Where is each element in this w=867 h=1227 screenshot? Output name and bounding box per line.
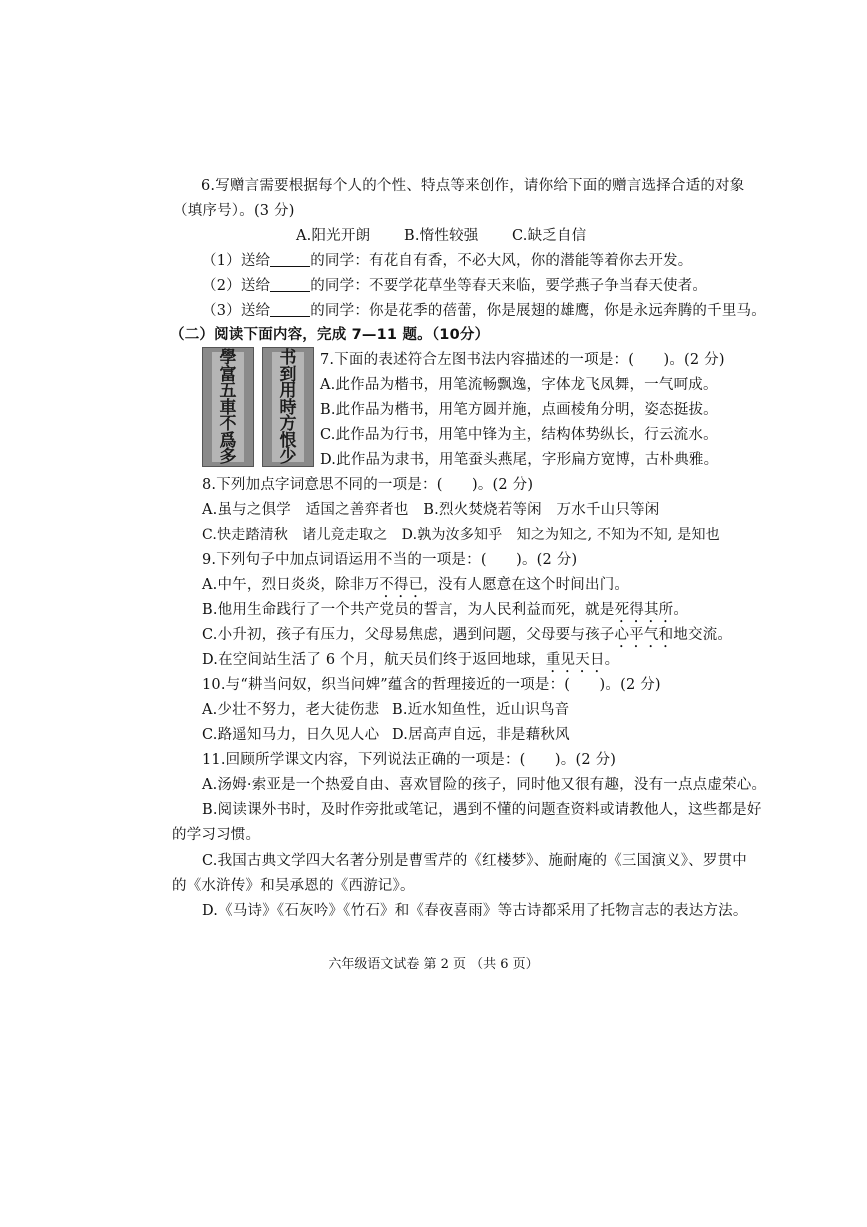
q6-item-2-blank[interactable] [270,277,310,292]
q9-option-c-post: 地交流。 [673,627,733,643]
q7-option-d: D.此作品为隶书，用笔蚕头燕尾，字形扁方宽博，古朴典雅。 [320,452,719,468]
q6-title-line2: （填序号）。(3 分) [173,203,295,219]
calligraphy-left-char: 五 [219,381,237,401]
q11-option-b-line2: 的学习习惯。 [172,827,261,843]
q9-option-b [202,600,688,626]
q11-title: 11.回顾所学课文内容，下列说法正确的一项是：( )。(2 分) [202,752,617,768]
q9-option-a-pre: A.中午，烈日炎炎，除非万 [202,577,380,593]
q9-option-b-post: 。 [673,602,689,618]
q9-option-b-pre: B.他用生命践行了一个共产党员的誓言，为人民利益而死，就是 [202,602,615,618]
q6-item-3-post: 的同学：你是花季的蓓蕾，你是展翅的雄鹰，你是永远奔腾的千里马。 [310,303,766,319]
page-footer: 六年级语文试卷 第 2 页 （共 6 页） [328,957,539,972]
q9-option-d-dotted: 重见天日 [545,652,605,668]
q6-item-1-post: 的同学：有花自有香，不必大风，你的潜能等着你去开发。 [310,253,693,269]
calligraphy-right-char: 少 [279,447,297,467]
q6-item-3-pre: （3）送给 [202,303,271,319]
q6-item-3-blank[interactable] [270,302,310,317]
q6-item-2 [202,276,707,296]
q9-option-c [202,625,732,651]
q7-option-b: B.此作品为楷书，用笔方圆并施，点画棱角分明，姿态挺拔。 [320,402,718,418]
q7-title: 7.下面的表述符合左图书法内容描述的一项是：( )。(2 分) [320,352,725,368]
q11-option-c-line2: 的《水浒传》和吴承恩的《西游记》。 [172,878,415,894]
q6-item-3 [202,301,766,321]
calligraphy-left-char: 爲 [219,430,237,451]
calligraphy-right-char: 時 [279,397,297,418]
q8-title: 8.下列加点字词意思不同的一项是：( )。(2 分) [202,477,534,493]
q6-option-c: C.缺乏自信 [512,228,587,244]
q6-item-1-pre: （1）送给 [202,253,271,269]
calligraphy-right-text [263,350,313,466]
calligraphy-right-char: 方 [279,414,297,434]
calligraphy-left-char: 不 [219,414,237,434]
calligraphy-left-scroll [202,347,254,467]
q9-title: 9.下列句子中加点词语运用不当的一项是：( )。(2 分) [202,552,578,568]
q9-option-a [202,575,629,601]
q10-option-b: B.近水知鱼性，近山识鸟音 [392,702,570,718]
q8-options-cd: C.快走踏清秋 诸儿竞走取之 D.孰为汝多知乎 知之为知之, 不知为不知, 是知也 [202,527,720,543]
calligraphy-right-scroll [262,347,314,467]
q11-option-c-line1: C.我国古典文学四大名著分别是曹雪芹的《红楼梦》、施耐庵的《三国演义》、罗贯中 [202,853,747,869]
q10-option-c: C.路遥知马力，日久见人心 [202,727,380,743]
q6-item-2-post: 的同学：不要学花草坐等春天来临，要学燕子争当春天使者。 [310,278,708,294]
q11-option-d: D.《马诗》《石灰吟》《竹石》和《春夜喜雨》等古诗都采用了托物言志的表达方法。 [202,903,748,919]
calligraphy-left-char: 富 [219,364,237,385]
q6-option-a: A.阳光开朗 [296,228,371,244]
calligraphy-left-char: 車 [219,397,237,418]
q9-option-b-dotted: 死得其所 [614,602,674,618]
q6-item-1 [202,251,692,271]
q10-title: 10.与“耕当问奴，织当问婢”蕴含的哲理接近的一项是：( )。(2 分) [202,677,661,693]
calligraphy-left-char: 多 [219,447,237,467]
q11-option-b-line1: B.阅读课外书时，及时作旁批或笔记，遇到不懂的问题查资料或请教他人，这些都是好 [202,802,762,818]
q9-option-a-dotted: 不得已 [379,577,424,593]
q9-option-d [202,650,619,676]
q6-item-1-blank[interactable] [270,252,310,267]
calligraphy-right-char: 用 [279,381,297,401]
q9-option-d-post: 。 [604,652,620,668]
q10-option-d: D.居高声自远，非是藉秋风 [392,727,570,743]
calligraphy-right-char: 到 [279,364,297,385]
section-2-heading: （二）阅读下面内容，完成 7—11 题。（10分） [170,327,490,343]
q9-option-d-pre: D.在空间站生活了 6 个月，航天员们终于返回地球， [202,652,546,668]
q7-option-c: C.此作品为行书，用笔中锋为主，结构体势纵长，行云流水。 [320,427,718,443]
q8-options-ab: A.虽与之俱学 适国之善弈者也 B.烈火焚烧若等闲 万水千山只等闲 [202,502,660,518]
q9-option-a-post: ，没有人愿意在这个时间出门。 [423,577,630,593]
calligraphy-right-char: 书 [279,348,297,368]
q11-option-a: A.汤姆·索亚是一个热爱自由、喜欢冒险的孩子，同时他又很有趣，没有一点点虚荣心。 [202,777,767,793]
q9-option-c-pre: C.小升初，孩子有压力，父母易焦虑，遇到问题，父母要与孩子 [202,627,615,643]
q10-option-a: A.少壮不努力，老大徒伤悲 [202,702,380,718]
calligraphy-right-char: 恨 [279,430,297,451]
q6-option-b: B.惰性较强 [404,228,479,244]
q9-option-c-dotted: 心平气和 [614,627,674,643]
calligraphy-left-char: 學 [219,348,237,368]
q7-option-a: A.此作品为楷书，用笔流畅飘逸，字体龙飞凤舞，一气呵成。 [320,377,718,393]
calligraphy-left-text [203,350,253,466]
q6-item-2-pre: （2）送给 [202,278,271,294]
q6-title-line1: 6.写赠言需要根据每个人的个性、特点等来创作，请你给下面的赠言选择合适的对象 [201,178,745,194]
